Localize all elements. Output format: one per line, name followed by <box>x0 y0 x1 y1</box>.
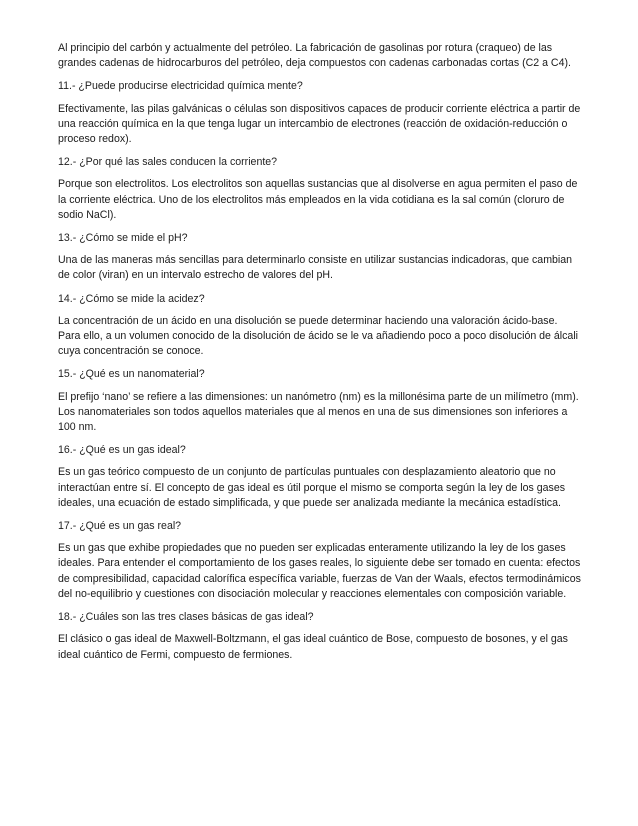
answer-18: El clásico o gas ideal de Maxwell-Boltzmann, el gas ideal cuántico de Bose, compuesto de bosones, y el gas ideal cuántico de Fermi, compuesto de fermiones. <box>58 633 568 661</box>
answer-12: Porque son electrolitos. Los electrolitos son aquellas sustancias que al disolverse en agua permiten el paso de la corriente eléctrica. Uno de los electrolitos más empleados en la vida cotidiana es la sal común (cloruro de sodio NaCl). <box>58 178 578 221</box>
question-11: 11.- ¿Puede producirse electricidad química mente? <box>58 80 303 93</box>
question-12: 12.- ¿Por qué las sales conducen la corriente? <box>58 156 278 169</box>
answer-17: Es un gas que exhibe propiedades que no pueden ser explicadas enteramente utilizando la ley de los gases ideales. Para entender el comportamiento de los gases reales, lo siguiente debe ser tomado en cuenta: efectos de compresibilidad, capacidad calorífica específica variable, fuerzas de Van der Waals, efectos termodinámicos del no-equilibrio y cuestiones con disociación molecular y reacciones elementales con composición variable. <box>58 542 581 600</box>
answer-15: El prefijo ‘nano’ se refiere a las dimensiones: un nanómetro (nm) es la millonésima parte de un milímetro (mm). Los nanomateriales son todos aquellos materiales que al menos en una de sus dimensiones son inferiores a 100 nm. <box>58 390 579 434</box>
question-14: 14.- ¿Cómo se mide la acidez? <box>58 292 205 305</box>
intro-paragraph: Al principio del carbón y actualmente del petróleo. La fabricación de gasolinas por rotura (craqueo) de las grandes cadenas de hidrocarburos del petróleo, deja compuestos con cadenas carbonadas cortas (C2 a C4). <box>58 42 571 70</box>
question-18: 18.- ¿Cuáles son las tres clases básicas de gas ideal? <box>58 611 314 624</box>
question-16: 16.- ¿Qué es un gas ideal? <box>58 444 186 457</box>
question-13: 13.- ¿Cómo se mide el pH? <box>58 232 188 245</box>
answer-16: Es un gas teórico compuesto de un conjunto de partículas puntuales con desplazamiento aleatorio que no interactúan entre sí. El concepto de gas ideal es útil porque el mismo se comporta según la ley de los gases ideales, una ecuación de estado simplificada, y que puede ser analizada mediante la mecánica estadística. <box>58 466 566 509</box>
answer-14: La concentración de un ácido en una disolución se puede determinar haciendo una valoración ácido-base. Para ello, a un volumen conocido de la disolución de ácido se le va añadiendo poco a poco disolución de álcali cuya concentración se conoce. <box>58 314 579 358</box>
question-17: 17.- ¿Qué es un gas real? <box>58 520 182 533</box>
answer-13: Una de las maneras más sencillas para determinarlo consiste en utilizar sustancias indicadoras, que cambian de color (viran) en un intervalo estrecho de valores del pH. <box>58 254 573 282</box>
document-body <box>58 41 582 671</box>
answer-11: Efectivamente, las pilas galvánicas o células son dispositivos capaces de producir corriente eléctrica a partir de una reacción química en la que tenga lugar un intercambio de electrones (reacción de oxidación-reducción o proceso redox). <box>58 102 581 146</box>
question-15: 15.- ¿Qué es un nanomaterial? <box>58 368 205 381</box>
